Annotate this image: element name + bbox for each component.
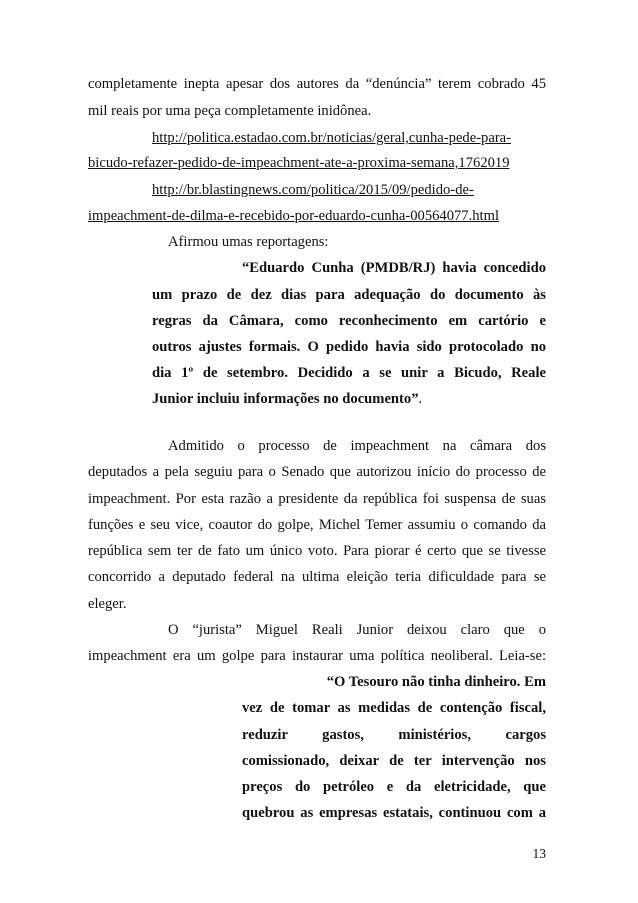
- body-line: impeachment era um golpe para instaurar uma política neoliberal. Leia-se:: [88, 648, 546, 664]
- quote-line: preços do petróleo e da eletricidade, que: [242, 779, 546, 795]
- quote-text: Junior incluiu informações no documento”: [152, 391, 419, 407]
- body-line: república sem ter de fato um único voto. Para piorar é certo que se tivesse: [88, 543, 546, 559]
- quote-line: um prazo de dez dias para adequação do documento às: [152, 287, 546, 303]
- quote-line: comissionado, deixar de ter intervenção nos: [242, 753, 546, 769]
- body-line: mil reais por uma peça completamente inidônea.: [88, 103, 372, 119]
- link-blastingnews[interactable]: http://br.blastingnews.com/politica/2015/09/pedido-de-: [152, 182, 474, 198]
- quote-line: “Eduardo Cunha (PMDB/RJ) havia concedido: [242, 260, 546, 276]
- quote-line: vez de tomar as medidas de contenção fiscal,: [242, 700, 546, 716]
- body-line: funções e seu vice, coautor do golpe, Michel Temer assumiu o comando da: [88, 517, 546, 533]
- body-line: completamente inepta apesar dos autores da “denúncia” terem cobrado 45: [88, 76, 546, 92]
- quote-line: regras da Câmara, como reconhecimento em cartório e: [152, 313, 546, 329]
- link-estadao[interactable]: http://politica.estadao.com.br/noticias/geral,cunha-pede-para-: [152, 130, 512, 146]
- quote-line: quebrou as empresas estatais, continuou com a: [242, 805, 546, 821]
- body-line: Admitido o processo de impeachment na câmara dos: [168, 438, 546, 454]
- body-line: Afirmou umas reportagens:: [168, 234, 329, 250]
- page-number: 13: [532, 846, 546, 861]
- body-line: eleger.: [88, 596, 127, 612]
- link-blastingnews-cont[interactable]: impeachment-de-dilma-e-recebido-por-eduardo-cunha-00564077.html: [88, 208, 500, 224]
- quote-line: dia 1º de setembro. Decidido a se unir a Bicudo, Reale: [152, 365, 546, 381]
- quote-line: “O Tesouro não tinha dinheiro. Em: [326, 674, 546, 690]
- link-estadao-cont[interactable]: bicudo-refazer-pedido-de-impeachment-ate-a-proxima-semana,1762019: [88, 155, 510, 171]
- body-line: concorrido a deputado federal na ultima eleição teria dificuldade para se: [88, 569, 546, 585]
- body-line: O “jurista” Miguel Reali Junior deixou claro que o: [168, 622, 546, 638]
- quote-line: outros ajustes formais. O pedido havia sido protocolado no: [152, 339, 546, 355]
- quote-line: reduzir gastos, ministérios, cargos: [242, 727, 546, 743]
- body-line: impeachment. Por esta razão a presidente da república foi suspensa de suas: [88, 491, 546, 507]
- body-line: deputados a pela seguiu para o Senado que autorizou início do processo de: [88, 464, 546, 480]
- quote-period: .: [418, 391, 423, 407]
- quote-line-last: [152, 389, 546, 409]
